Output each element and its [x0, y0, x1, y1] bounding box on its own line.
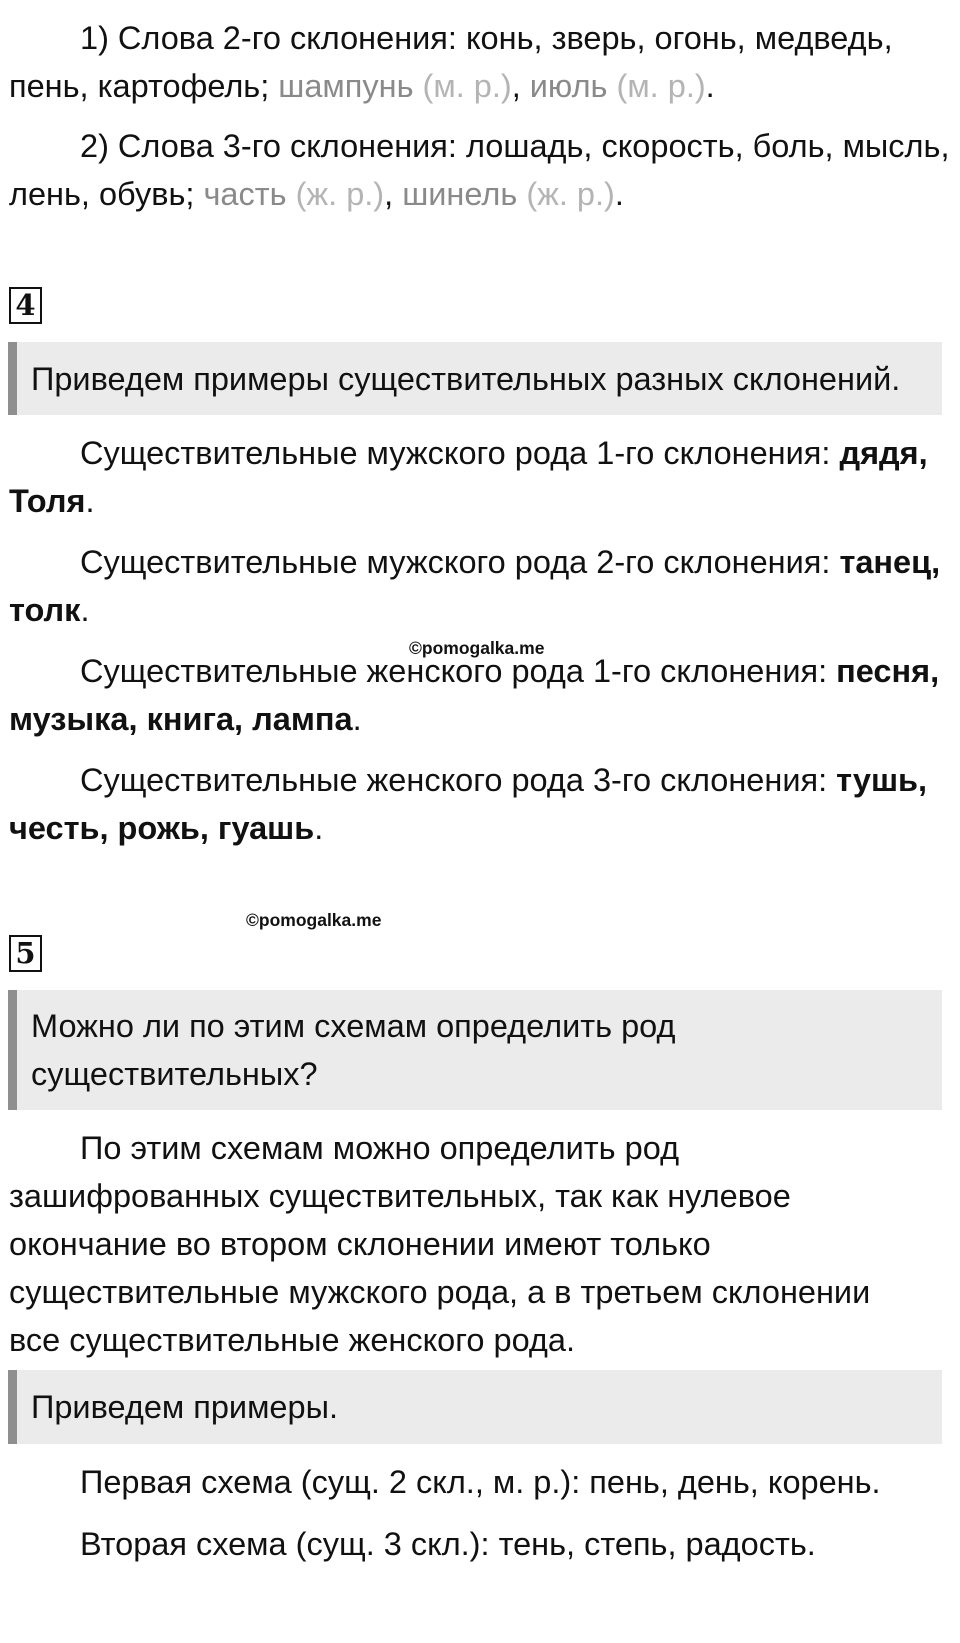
separator: , [384, 176, 394, 212]
answer-examples: тушь, честь, рожь, гуашь [9, 762, 928, 846]
gender-note: (ж. р.) [526, 176, 615, 212]
word-iyul: июль [529, 68, 608, 104]
task-5-examples-title [8, 1370, 942, 1444]
task-4-answer-2 [9, 538, 954, 634]
gender-note: (м. р.) [422, 68, 512, 104]
period: . [80, 592, 90, 628]
period: . [614, 176, 624, 212]
task-4-number: 4 [9, 287, 42, 324]
answer-text: Существительные мужского рода 1-го склонения: [80, 435, 831, 471]
word-chast: часть [203, 176, 287, 212]
examples-title-text: Приведем примеры. [31, 1389, 338, 1425]
intro-item-1-text: 1) Слова 2-го склонения: конь, зверь, огонь, медведь, пень, картофель; [9, 20, 893, 104]
task-5-number: 5 [9, 935, 42, 972]
answer-examples: песня, музыка, книга, лампа [9, 653, 940, 737]
task-5-answer: По этим схемам можно определить род зашифрованных существительных, так как нулевое окончание во втором склонении имеют только существительные мужского рода, а в третьем склонении все существительные женского рода. [9, 1130, 871, 1358]
answer-text: Существительные женского рода 3-го склонения: [80, 762, 828, 798]
task-4-question [8, 342, 942, 415]
answer-text: Существительные мужского рода 2-го склонения: [80, 544, 831, 580]
task-4-answer-4 [9, 756, 954, 852]
task-5-example-1: Первая схема (сущ. 2 скл., м. р.): пень, день, корень. [80, 1464, 881, 1500]
period: . [352, 701, 362, 737]
intro-item-2-text: 2) Слова 3-го склонения: лошадь, скорость, боль, мысль, лень, обувь; [9, 128, 950, 212]
answer-text: Существительные женского рода 1-го склонения: [80, 653, 828, 689]
answer-examples: танец, толк [9, 544, 941, 628]
separator: , [511, 68, 521, 104]
watermark: ©pomogalka.me [409, 638, 545, 658]
task-5-question-line: существительных? [31, 1056, 318, 1092]
answer-examples: дядя, Толя [9, 435, 928, 519]
task-4-answer-1 [9, 429, 954, 525]
period: . [85, 483, 95, 519]
watermark: ©pomogalka.me [246, 910, 382, 930]
task-5-question [8, 990, 942, 1110]
task-5-example-2: Вторая схема (сущ. 3 скл.): тень, степь, радость. [80, 1526, 816, 1562]
task-4-answer-3 [9, 647, 954, 743]
intro-item-1 [9, 14, 954, 110]
task-5-question-line: Можно ли по этим схемам определить род [31, 1008, 676, 1044]
word-shinel: шинель [402, 176, 518, 212]
task-4-question-text: Приведем примеры существительных разных склонений. [31, 361, 901, 397]
period: . [314, 810, 324, 846]
period: . [705, 68, 715, 104]
intro-item-2 [9, 122, 954, 218]
gender-note: (ж. р.) [295, 176, 385, 212]
gender-note: (м. р.) [616, 68, 706, 104]
word-shampun: шампунь [278, 68, 414, 104]
